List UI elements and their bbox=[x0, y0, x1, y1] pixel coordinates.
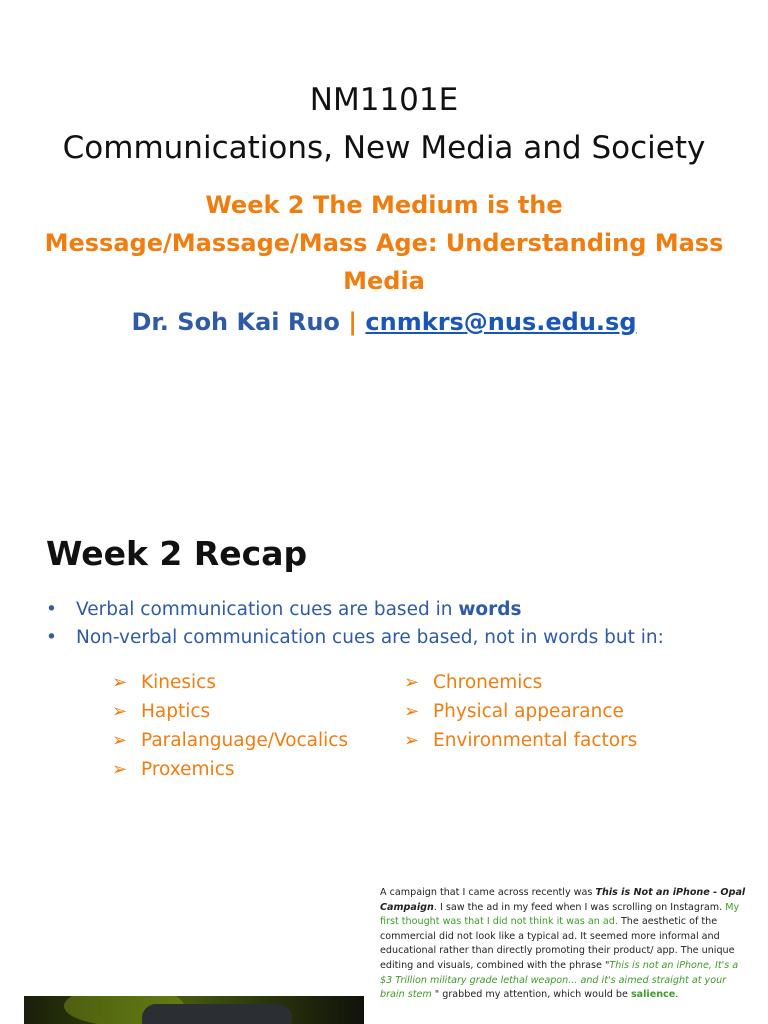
arrow-icon: ➢ bbox=[112, 701, 128, 722]
arrow-icon: ➢ bbox=[404, 701, 420, 722]
arrow-icon: ➢ bbox=[404, 672, 420, 693]
list-item: ➢ Physical appearance bbox=[404, 697, 637, 726]
bullet-nonverbal bbox=[46, 624, 756, 652]
title-slide bbox=[0, 0, 768, 480]
list-item: ➢ Proxemics bbox=[112, 755, 348, 784]
recap-heading: Week 2 Recap bbox=[46, 534, 308, 573]
course-title: Communications, New Media and Society bbox=[62, 130, 706, 166]
cue-list-right bbox=[404, 668, 637, 755]
week-title: Week 2 The Medium is the Message/Massage/Mass Age: Understanding Mass Media bbox=[44, 191, 724, 295]
separator: | bbox=[348, 308, 358, 336]
list-item: ➢ Environmental factors bbox=[404, 726, 637, 755]
list-item: ➢ Paralanguage/Vocalics bbox=[112, 726, 348, 755]
first-thought: My first thought was that I did not think it was an ad. bbox=[380, 901, 740, 928]
campaign-photo bbox=[24, 996, 364, 1024]
cue-list-left bbox=[112, 668, 348, 784]
list-item: ➢ Kinesics bbox=[112, 668, 348, 697]
ad-quote: This is not an iPhone, It's a $3 Trillion military grade lethal weapon... and it's aimed straight at your brain stem bbox=[380, 959, 739, 1001]
arrow-icon: ➢ bbox=[112, 759, 128, 780]
bullet-dot: • bbox=[46, 599, 57, 620]
bullet-bold-word: words bbox=[458, 599, 522, 620]
list-item: ➢ Chronemics bbox=[404, 668, 637, 697]
bullet-dot: • bbox=[46, 627, 57, 648]
arrow-icon: ➢ bbox=[112, 730, 128, 751]
course-code: NM1101E bbox=[309, 82, 459, 118]
phone-device bbox=[142, 1004, 292, 1024]
instructor-name: Dr. Soh Kai Ruo bbox=[131, 308, 340, 336]
recap-bullets bbox=[46, 596, 756, 652]
arrow-icon: ➢ bbox=[404, 730, 420, 751]
campaign-paragraph: A campaign that I came across recently was This is Not an iPhone - Opal Campaign. I saw the ad in my feed when I was scrolling on Instagram. My first thought was that I did not think it was an ad. The aesthetic of the commercial did not look like a typical ad. It seemed more informal and educational rather than directly promoting their product/ app. The unique editing and visuals, combined with the phrase "This is not an iPhone, It's a $3 Trillion military grade lethal weapon... and it's aimed straight at your brain stem " grabbed my attention, which would be salience. bbox=[380, 887, 746, 1001]
bullet-text: Non-verbal communication cues are based, not in words but in: bbox=[76, 627, 664, 648]
campaign-name: This is Not an iPhone - Opal Campaign bbox=[380, 887, 746, 913]
list-item: ➢ Haptics bbox=[112, 697, 348, 726]
arrow-icon: ➢ bbox=[112, 672, 128, 693]
salience-term: salience bbox=[630, 989, 676, 1001]
instructor-line bbox=[0, 308, 768, 336]
bullet-text: Verbal communication cues are based in bbox=[76, 599, 459, 620]
bullet-verbal bbox=[46, 596, 756, 624]
email-link[interactable]: cnmkrs@nus.edu.sg bbox=[365, 308, 637, 336]
